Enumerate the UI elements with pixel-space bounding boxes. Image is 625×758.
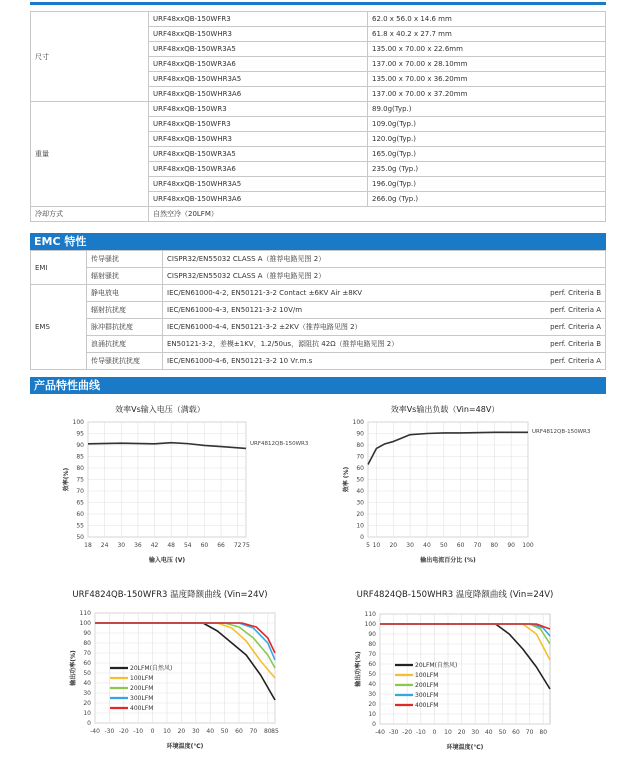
- x-tick-label: 70: [249, 728, 258, 735]
- y-axis-label: 输出功率(%): [70, 650, 77, 686]
- y-tick-label: 80: [356, 442, 364, 449]
- y-tick-label: 40: [356, 488, 364, 495]
- x-tick-label: 5: [366, 542, 370, 549]
- x-tick-label: 20: [389, 542, 398, 549]
- y-tick-label: 100: [79, 620, 91, 627]
- y-tick-label: 70: [76, 488, 84, 495]
- x-tick-label: -30: [104, 728, 115, 735]
- model-name: URF48xxQB-150WHR3: [149, 27, 368, 42]
- y-tick-label: 80: [83, 640, 91, 647]
- y-tick-label: 40: [368, 681, 376, 688]
- spec-value: 266.0g (Typ.): [368, 192, 606, 207]
- emc-group-label: EMS: [31, 285, 87, 370]
- y-tick-label: 40: [83, 680, 91, 687]
- emc-standard: EN50121-3-2，差模±1KV，1.2/50us，源阻抗 42Ω（推荐电路见图 2）: [167, 340, 399, 348]
- emc-standard: CISPR32/EN55032 CLASS A（推荐电路见图 2）: [167, 255, 326, 263]
- y-tick-label: 90: [356, 430, 364, 438]
- model-name: URF48xxQB-150WHR3A6: [149, 87, 368, 102]
- x-tick-label: 42: [150, 542, 159, 549]
- x-tick-label: 10: [372, 542, 381, 549]
- x-tick-label: 30: [406, 542, 414, 549]
- y-tick-label: 60: [356, 465, 364, 472]
- x-tick-label: 40: [423, 542, 431, 549]
- y-tick-label: 90: [368, 631, 376, 638]
- emc-item: 静电放电: [87, 285, 163, 302]
- emc-item: 辐射骚扰: [87, 268, 163, 285]
- spec-value: 196.0g(Typ.): [368, 177, 606, 192]
- x-tick-label: -10: [133, 728, 144, 735]
- y-tick-label: 95: [76, 430, 84, 438]
- emc-item: 脉冲群抗扰度: [87, 319, 163, 336]
- cooling-value: 自然空冷（20LFM）: [149, 207, 606, 222]
- spec-value: 62.0 x 56.0 x 14.6 mm: [368, 12, 606, 27]
- legend-label: 20LFM(自然风): [130, 665, 173, 672]
- x-tick-label: 72: [233, 542, 242, 549]
- model-name: URF48xxQB-150WR3A6: [149, 57, 368, 72]
- x-tick-label: 50: [498, 729, 507, 736]
- x-tick-label: -10: [415, 729, 426, 736]
- y-tick-label: 65: [76, 499, 84, 507]
- y-axis-label: 效率(%): [63, 467, 70, 492]
- emc-group-label: EMI: [31, 251, 87, 285]
- y-axis-label: 输出功率(%): [355, 651, 362, 687]
- x-tick-label: -40: [90, 728, 100, 735]
- y-tick-label: 75: [76, 476, 84, 484]
- y-tick-label: 90: [83, 630, 91, 637]
- legend-label: 200LFM: [415, 682, 439, 689]
- legend-label: 20LFM(自然风): [415, 662, 458, 669]
- x-tick-label: 54: [183, 542, 192, 549]
- y-tick-label: 110: [364, 611, 376, 618]
- model-name: URF48xxQB-150WR3: [149, 102, 368, 117]
- x-tick-label: 80: [490, 542, 499, 549]
- y-tick-label: 100: [352, 419, 364, 426]
- model-name: URF48xxQB-150WR3A5: [149, 42, 368, 57]
- x-tick-label: 75: [242, 542, 250, 549]
- y-tick-label: 30: [83, 690, 91, 697]
- x-tick-label: -40: [375, 729, 385, 736]
- y-tick-label: 0: [372, 721, 376, 728]
- x-tick-label: 20: [177, 728, 186, 735]
- y-tick-label: 90: [76, 442, 84, 449]
- x-tick-label: 40: [484, 729, 493, 736]
- emc-standard: IEC/EN61000-4-3, EN50121-3-2 10V/m: [167, 306, 303, 314]
- legend-label: 400LFM: [130, 705, 154, 712]
- emc-standard: IEC/EN61000-4-4, EN50121-3-2 ±2KV（推荐电路见图 2）: [167, 323, 362, 331]
- x-tick-label: 70: [473, 542, 482, 549]
- x-tick-label: 80: [263, 728, 272, 735]
- model-name: URF48xxQB-150WR3A6: [149, 162, 368, 177]
- legend-label: 100LFM: [130, 675, 154, 682]
- y-tick-label: 85: [76, 453, 84, 461]
- group-label: 重量: [31, 102, 149, 207]
- y-tick-label: 30: [368, 691, 376, 698]
- y-tick-label: 20: [356, 511, 364, 518]
- perf-criteria: perf. Criteria A: [550, 357, 601, 365]
- y-tick-label: 80: [76, 465, 84, 472]
- x-tick-label: 0: [432, 729, 437, 736]
- spec-value: 165.0g(Typ.): [368, 147, 606, 162]
- x-tick-label: 60: [235, 728, 243, 735]
- legend-label: 300LFM: [130, 695, 154, 702]
- x-tick-label: 10: [163, 728, 171, 735]
- x-tick-label: 85: [271, 728, 279, 735]
- y-tick-label: 0: [360, 534, 364, 541]
- legend-label: 200LFM: [130, 685, 154, 692]
- spec-value: 137.00 x 70.00 x 37.20mm: [368, 87, 606, 102]
- y-tick-label: 10: [356, 522, 364, 530]
- x-tick-label: 36: [134, 542, 142, 549]
- y-tick-label: 20: [83, 700, 91, 707]
- emc-item: 浪涌抗扰度: [87, 336, 163, 353]
- emc-standard: IEC/EN61000-4-6, EN50121-3-2 10 Vr.m.s: [167, 357, 313, 365]
- chart-title: URF4824QB-150WHR3 温度降额曲线 (Vin=24V): [356, 590, 554, 600]
- y-tick-label: 60: [83, 660, 91, 667]
- y-tick-label: 60: [76, 511, 84, 518]
- x-tick-label: 40: [206, 728, 215, 735]
- y-tick-label: 70: [368, 651, 376, 658]
- spec-value: 137.00 x 70.00 x 28.10mm: [368, 57, 606, 72]
- emc-standard: IEC/EN61000-4-2, EN50121-3-2 Contact ±6KV Air ±8KV: [167, 289, 363, 297]
- model-name: URF48xxQB-150WHR3: [149, 132, 368, 147]
- y-tick-label: 70: [83, 650, 91, 657]
- y-tick-label: 50: [368, 671, 376, 678]
- legend-label: URF4812QB-150WR3: [532, 429, 591, 435]
- chart-title: URF4824QB-150WFR3 温度降额曲线 (Vin=24V): [72, 590, 268, 600]
- chart-title: 效率Vs输出负载（Vin=48V）: [390, 405, 500, 414]
- y-tick-label: 80: [368, 641, 376, 648]
- spec-value: 61.8 x 40.2 x 27.7 mm: [368, 27, 606, 42]
- y-tick-label: 50: [356, 476, 364, 484]
- x-tick-label: 0: [150, 728, 155, 735]
- y-tick-label: 30: [356, 499, 364, 507]
- x-axis-label: 环境温度(℃): [166, 743, 204, 750]
- x-tick-label: 20: [457, 729, 466, 736]
- x-tick-label: 60: [456, 542, 465, 549]
- spec-value: 135.00 x 70.00 x 22.6mm: [368, 42, 606, 57]
- x-tick-label: 60: [512, 729, 520, 736]
- model-name: URF48xxQB-150WFR3: [149, 117, 368, 132]
- y-tick-label: 10: [83, 710, 91, 717]
- y-axis-label: 效率 (%): [343, 466, 350, 493]
- cooling-label: 冷却方式: [31, 207, 149, 222]
- y-tick-label: 70: [356, 453, 364, 461]
- group-label: 尺寸: [31, 12, 149, 102]
- perf-criteria: perf. Criteria B: [550, 289, 601, 297]
- perf-criteria: perf. Criteria A: [550, 323, 601, 331]
- y-tick-label: 50: [76, 534, 84, 541]
- emc-section-header: EMC 特性: [30, 233, 606, 250]
- y-tick-label: 110: [79, 610, 91, 617]
- model-name: URF48xxQB-150WR3A5: [149, 147, 368, 162]
- spec-value: 120.0g(Typ.): [368, 132, 606, 147]
- y-tick-label: 20: [368, 701, 376, 708]
- x-tick-label: 50: [439, 542, 448, 549]
- x-tick-label: 10: [444, 729, 452, 736]
- x-tick-label: 30: [471, 729, 480, 736]
- model-name: URF48xxQB-150WHR3A5: [149, 72, 368, 87]
- x-tick-label: 48: [167, 542, 175, 549]
- x-tick-label: -30: [388, 729, 399, 736]
- y-tick-label: 100: [364, 621, 376, 628]
- emc-item: 传导骚扰抗扰度: [87, 353, 163, 370]
- spec-value: 89.0g(Typ.): [368, 102, 606, 117]
- legend-label: 300LFM: [415, 692, 439, 699]
- x-tick-label: 90: [507, 542, 515, 549]
- x-tick-label: 30: [191, 728, 200, 735]
- curves-section-header: 产品特性曲线: [30, 377, 606, 394]
- x-axis-label: 输出电流百分比 (%): [420, 557, 476, 564]
- x-axis-label: 输入电压 (V): [148, 557, 186, 564]
- x-tick-label: 66: [217, 542, 225, 549]
- perf-criteria: perf. Criteria B: [550, 340, 601, 348]
- x-tick-label: -20: [402, 729, 413, 736]
- chart-title: 效率Vs输入电压（满载）: [115, 405, 205, 414]
- model-name: URF48xxQB-150WHR3A6: [149, 192, 368, 207]
- emc-item: 辐射抗扰度: [87, 302, 163, 319]
- spec-value: 109.0g(Typ.): [368, 117, 606, 132]
- plot-area: [380, 614, 550, 724]
- y-tick-label: 10: [368, 711, 376, 718]
- model-name: URF48xxQB-150WFR3: [149, 12, 368, 27]
- x-tick-label: 70: [525, 729, 534, 736]
- legend-label: 100LFM: [415, 672, 439, 679]
- legend-label: 400LFM: [415, 702, 439, 709]
- x-tick-label: 50: [220, 728, 229, 735]
- y-tick-label: 0: [87, 720, 91, 727]
- emc-standard: CISPR32/EN55032 CLASS A（推荐电路见图 2）: [167, 272, 326, 280]
- spec-value: 235.0g (Typ.): [368, 162, 606, 177]
- x-tick-label: 24: [100, 542, 109, 549]
- y-tick-label: 50: [83, 670, 91, 677]
- y-tick-label: 55: [76, 522, 84, 530]
- y-tick-label: 60: [368, 661, 376, 668]
- x-tick-label: -20: [118, 728, 129, 735]
- y-tick-label: 100: [72, 419, 84, 426]
- x-tick-label: 18: [84, 542, 92, 549]
- x-axis-label: 环境温度(℃): [446, 744, 484, 751]
- x-tick-label: 30: [117, 542, 126, 549]
- x-tick-label: 100: [522, 542, 534, 549]
- legend-label: URF4812QB-150WR3: [250, 441, 309, 447]
- x-tick-label: 60: [200, 542, 209, 549]
- spec-value: 135.00 x 70.00 x 36.20mm: [368, 72, 606, 87]
- model-name: URF48xxQB-150WHR3A5: [149, 177, 368, 192]
- x-tick-label: 80: [539, 729, 548, 736]
- emc-item: 传导骚扰: [87, 251, 163, 268]
- perf-criteria: perf. Criteria A: [550, 306, 601, 314]
